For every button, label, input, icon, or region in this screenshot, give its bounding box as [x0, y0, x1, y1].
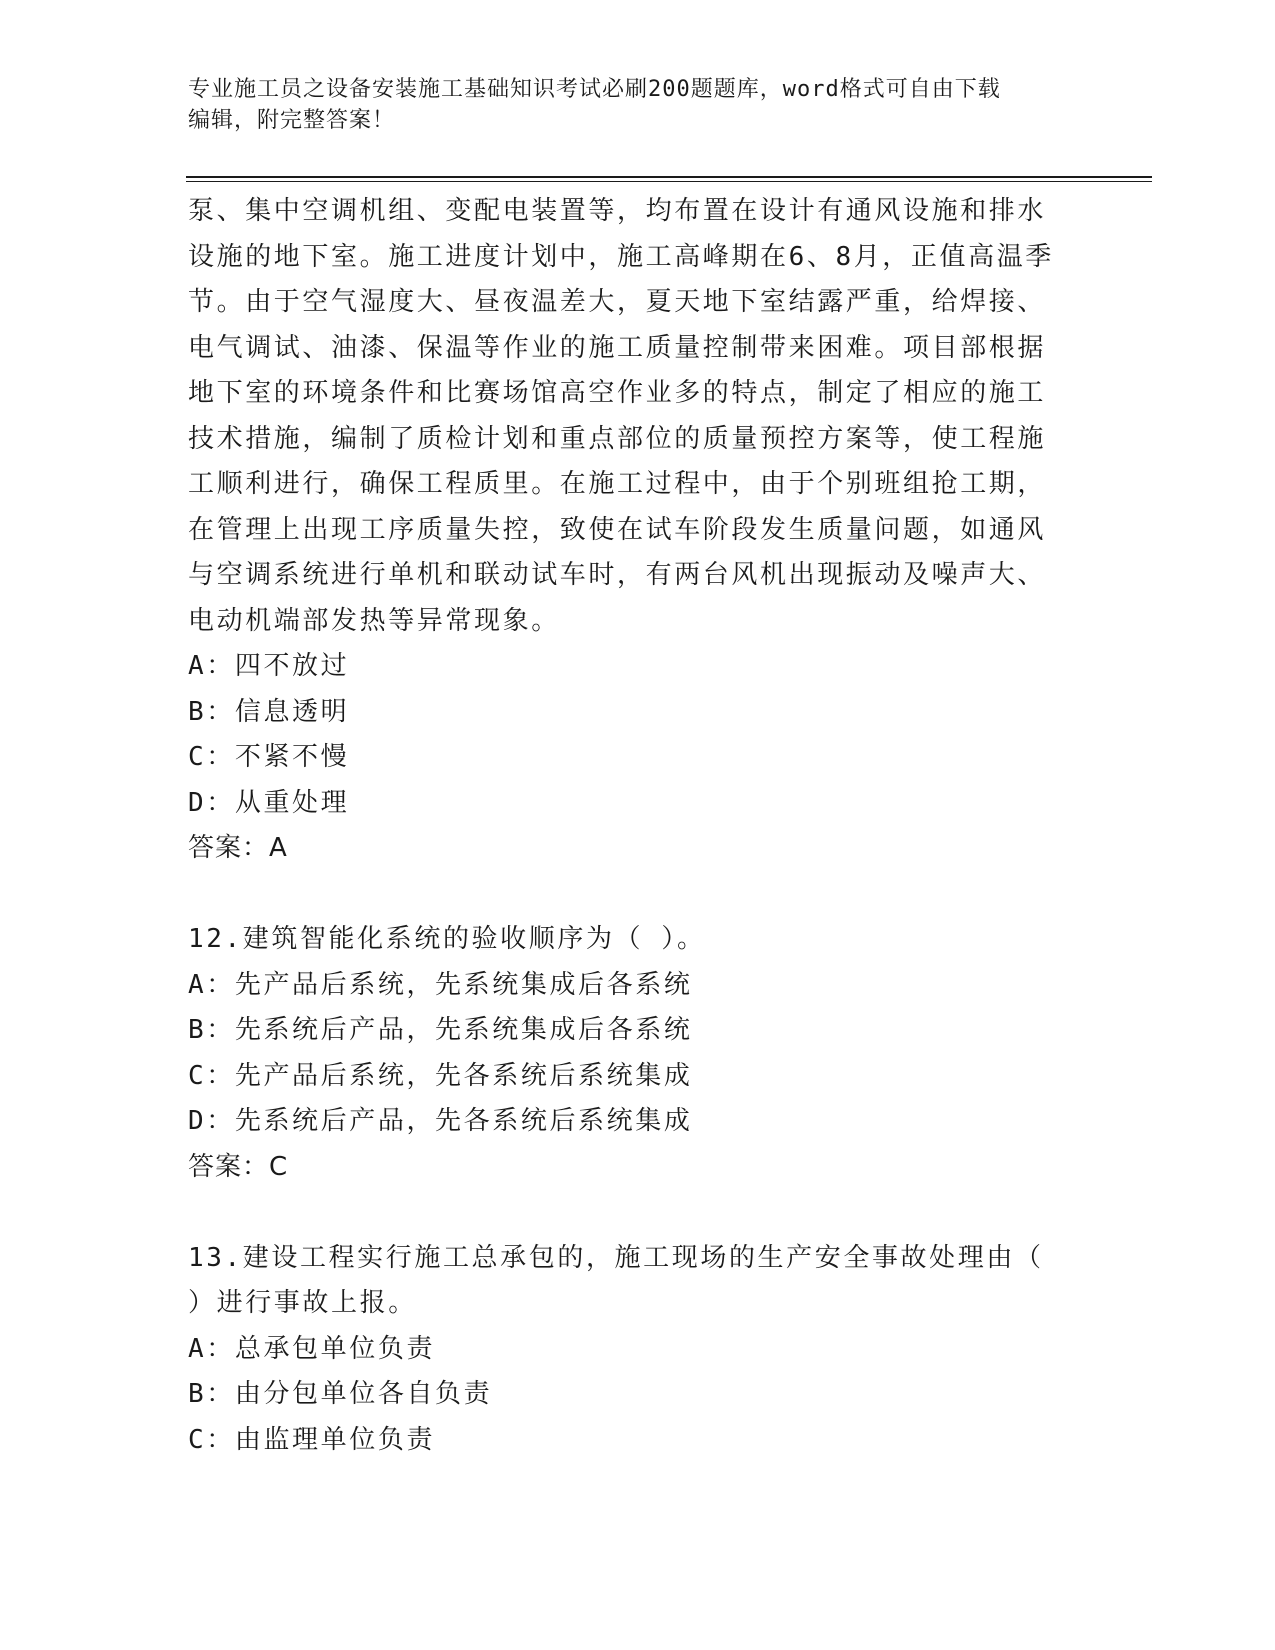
question-12	[188, 917, 1068, 1190]
header-title-line-1: 专业施工员之设备安装施工基础知识考试必刷200题题库，word格式可自由下载	[188, 77, 1001, 102]
passage-line: 在管理上出现工序质量失控，致使在试车阶段发生质量问题，如通风	[188, 514, 1047, 545]
question-text: 13.建设工程实行施工总承包的，施工现场的生产安全事故处理由（	[188, 1242, 1044, 1273]
passage-line: 泵、集中空调机组、变配电装置等，均布置在设计有通风设施和排水	[188, 196, 1047, 226]
header-title-line-2: 编辑，附完整答案！	[188, 108, 396, 133]
answer-label: 答案：C	[188, 1151, 289, 1182]
passage-line: 设施的地下室。施工进度计划中，施工高峰期在6、8月，正值高温季	[188, 241, 1054, 272]
passage-line: 工顺利进行，确保工程质里。在施工过程中，由于个别班组抢工期，	[188, 469, 1047, 499]
passage-line: 地下室的环境条件和比赛场馆高空作业多的特点，制定了相应的施工	[188, 378, 1047, 408]
option-a: A：四不放过	[188, 651, 350, 681]
passage-line: 与空调系统进行单机和联动试车时，有两台风机出现振动及噪声大、	[188, 560, 1047, 590]
option-d: D：从重处理	[188, 787, 350, 818]
spacer	[188, 872, 1068, 918]
question-13	[188, 1236, 1068, 1464]
option-b: B：信息透明	[188, 696, 350, 727]
document-header	[188, 74, 1068, 136]
option-b: B：先系统后产品，先系统集成后各系统	[188, 1015, 693, 1045]
option-a: A：总承包单位负责	[188, 1333, 436, 1364]
passage-line: 技术措施，编制了质检计划和重点部位的质量预控方案等，使工程施	[188, 423, 1047, 454]
option-d: D：先系统后产品，先各系统后系统集成	[188, 1106, 693, 1136]
document-body	[188, 189, 1068, 1463]
option-a: A：先产品后系统，先系统集成后各系统	[188, 969, 693, 1000]
option-c: C：不紧不慢	[188, 742, 350, 772]
option-b: B：由分包单位各自负责	[188, 1379, 493, 1409]
passage-line: 电动机端部发热等异常现象。	[188, 605, 560, 636]
question-text: ）进行事故上报。	[188, 1288, 417, 1318]
spacer	[188, 1190, 1068, 1236]
option-c: C：由监理单位负责	[188, 1424, 436, 1455]
question-11	[188, 189, 1068, 872]
question-text: 12.建筑智能化系统的验收顺序为（ ）。	[188, 924, 706, 954]
header-divider	[186, 176, 1152, 182]
option-c: C：先产品后系统，先各系统后系统集成	[188, 1060, 693, 1091]
passage-line: 电气调试、油漆、保温等作业的施工质量控制带来困难。项目部根据	[188, 332, 1047, 363]
passage-line: 节。由于空气湿度大、昼夜温差大，夏天地下室结露严重，给焊接、	[188, 287, 1047, 317]
answer-label: 答案：A	[188, 833, 288, 863]
